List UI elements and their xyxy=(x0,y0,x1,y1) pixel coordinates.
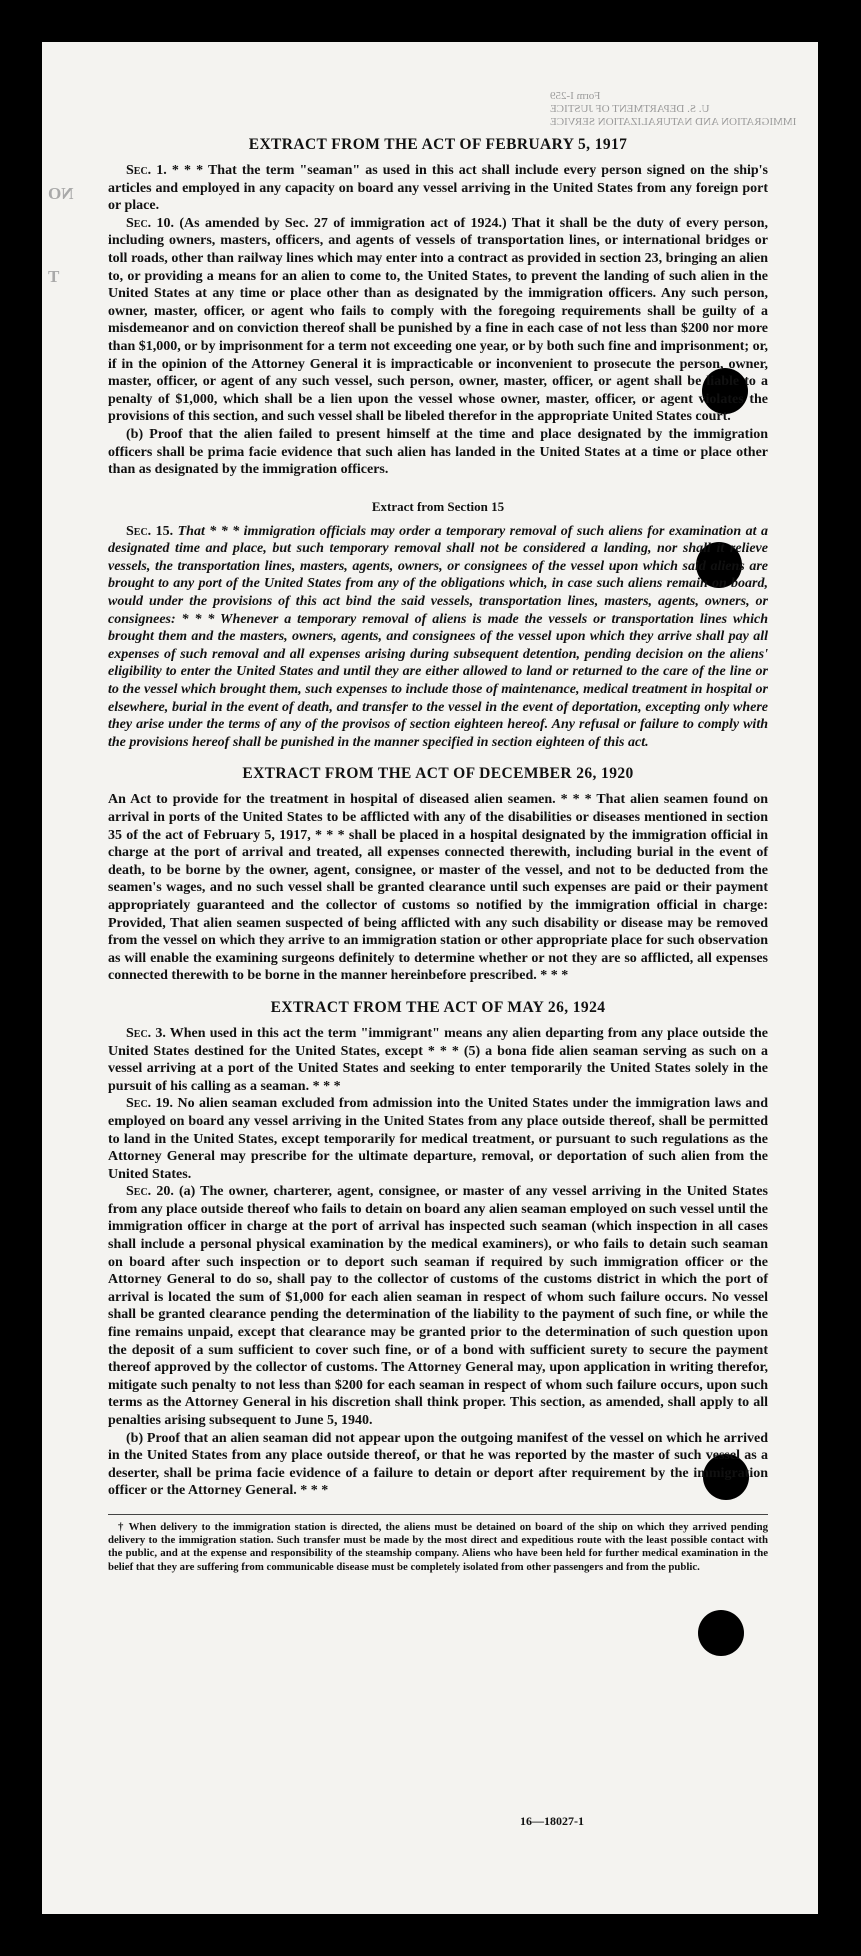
paragraph: Sec. 19. No alien seaman excluded from admission into the United States under the immigration laws and employed on board any vessel arriving in the United States from any place outside thereof, shall be permitted to land in the United States, except temporarily for medical treatment, or pursuant to such regulations as the Attorney General may prescribe for the ultimate departure, removal, or deportation of such alien from the United States. xyxy=(108,1096,768,1182)
footnote: † When delivery to the immigration station is directed, the aliens must be detained on board of the ship on which they arrived pending delivery to the immigration station. Such transfer must be made by the most direct and expeditious route with the least possible contact with the public, and at the expense and responsibility of the steamship company. Aliens who have been held for further medical examination in the belief that they are suffering from communicable disease must be completely isolated from other passengers and from the public. xyxy=(108,1514,768,1574)
paragraph: An Act to provide for the treatment in hospital of diseased alien seamen. * * * That alien seamen found on arrival in ports of the United States to be afflicted with any of the disabilities or diseases mentioned in section 35 of the act of February 5, 1917, * * * shall be placed in a hospital designated by the immigration official in charge at the port of arrival and treated, all expenses connected therewith, including burial in the event of death, to be borne by the owner, agent, consignee, or master of the vessel, and not to be deducted from the seamen's wages, and no such vessel shall be granted clearance until such expenses are paid or their payment appropriately guaranteed and the collector of customs so notified by the immigration official in charge: Provided, That alien seamen suspected of being afflicted with any such disability or disease may be removed from the vessel on which they arrive to an immigration station or other appropriate place for such observation as will enable the examining surgeons definitely to determine whether or not they are so afflicted, all expenses connected therewith to be borne in the manner hereinbefore prescribed. * * * xyxy=(108,792,768,984)
section-title-1924: EXTRACT FROM THE ACT OF MAY 26, 1924 xyxy=(270,998,606,1016)
bleed-through-mark: T xyxy=(48,267,60,286)
paragraph: Sec. 20. (a) The owner, charterer, agent, consignee, or master of any vessel arriving in the United States from any place outside thereof who fails to detain on board any alien seaman employed on such vessel until the immigration officer in charge at the port of arrival has inspected such seaman (which inspection in all cases shall include a personal physical examination by the medical examiners), or who fails to detain such seaman on board after such inspection or to deport such seaman if required by such immigration officer or the Attorney General to do so, shall pay to the collector of customs of the customs district in which the port of arrival is located the sum of $1,000 for each alien seaman in respect of whom such failure occurs. No vessel shall be granted clearance pending the determination of the liability to the payment of such fine, or while the fine remains unpaid, except that clearance may be granted prior to the determination of such question upon the deposit of a sum sufficient to cover such fine, or of a bond with sufficient surety to secure the payment thereof approved by the collector of customs. The Attorney General may, upon application in writing therefor, mitigate such penalty to not less than $200 for each seaman in respect of whom such failure occurs, upon such terms as the Attorney General in his discretion shall think proper. This section, as amended, shall apply to all penalties arising subsequent to June 5, 1940. xyxy=(108,1184,769,1428)
bleed-through-mark: NO xyxy=(48,184,74,203)
department-name: U. S. DEPARTMENT OF JUSTICE xyxy=(549,103,710,115)
section-title-1920: EXTRACT FROM THE ACT OF DECEMBER 26, 1920 xyxy=(242,765,634,783)
section-title-1917: EXTRACT FROM THE ACT OF FEBRUARY 5, 1917 xyxy=(248,136,628,153)
paragraph: Sec. 15. That * * * immigration officials may order a temporary removal of such aliens for examination at a designated time and place, but such temporary removal shall not be considered a landing, nor shall it relieve vessels, the transportation lines, masters, agents, owners, or consignees of the vessel upon which said aliens are brought to any port of the United States from any of the obligations which, in case such aliens remain on board, would under the provisions of this act bind the said vessels, transportation lines, masters, agents, owners, or consignees: * * * Whenever a temporary removal of aliens is made the vessels or transportation lines which brought them and the masters, owners, agents, and consignees of the vessel upon which they arrive shall pay all expenses of such removal and all expenses arising during subsequent detention, pending decision on the aliens' eligibility to enter the United States and until they are either allowed to land or returned to the care of the line or to the vessel which brought them, such expenses to include those of maintenance, medical treatment in hospital or elsewhere, burial in the event of death, and transfer to the vessel in the event of deportation, excepting only where they arise under the terms of any of the provisos of section eighteen hereof. Any refusal or failure to comply with the provisions hereof shall be punished in the manner specified in section eighteen of this act. xyxy=(108,523,768,750)
paragraph: Sec. 3. When used in this act the term "immigrant" means any alien departing from any place outside the United States destined for the United States, except * * * (5) a bona fide alien seaman serving as such on a vessel arriving at a port of the United States and seeking to enter temporarily the United States solely in the pursuit of his calling as a seaman. * * * xyxy=(108,1025,768,1094)
paragraph: Sec. 1. * * * That the term "seaman" as used in this act shall include every person signed on the ship's articles and employed in any capacity on board any vessel arriving in the United States from any foreign port or place. xyxy=(108,163,768,214)
document-body xyxy=(108,136,768,1574)
punch-hole xyxy=(698,1610,744,1656)
paragraph: (b) Proof that an alien seaman did not appear upon the outgoing manifest of the vessel on which he arrived in the United States from any place outside thereof, or that he was reported by the master of such vessel as a deserter, shall be prima facie evidence of a failure to detain or deport after requirement by the immigration officer or the Attorney General. * * * xyxy=(108,1430,768,1499)
paragraph: Sec. 10. (As amended by Sec. 27 of immigration act of 1924.) That it shall be the duty of every person, including owners, masters, officers, and agents of vessels of transportation lines, or international bridges or toll roads, other than railway lines which may enter into a contract as provided in section 23, bringing an alien to, or providing a means for an alien to come to, the United States, to prevent the landing of such alien in the United States at any time or place other than as designated by the immigration officers. Any such person, owner, master, officer, or agent who fails to comply with the foregoing requirements shall be guilty of a misdemeanor and on conviction thereof shall be punished by a fine in each case of not less than $200 nor more than $1,000, or by imprisonment for a term not exceeding one year, or by both such fine and imprisonment; or, if in the opinion of the Attorney General it is impracticable or inconvenient to prosecute the person, owner, master, officer, or agent of any such vessel, such person, owner, master, officer, or agent shall be liable to a penalty of $1,000, which shall be a lien upon the vessel whose owner, master, officer, or agent violates the provisions of this section, and such vessel shall be libeled therefor in the appropriate United States court. xyxy=(108,215,768,425)
service-name: IMMIGRATION AND NATURALIZATION SERVICE xyxy=(549,116,796,128)
bleed-through-header xyxy=(550,90,796,129)
print-code: 16—18027-1 xyxy=(520,1814,584,1828)
paragraph: (b) Proof that the alien failed to present himself at the time and place designated by the immigration officers shall be prima facie evidence that such alien has landed in the United States at a time or place other than as designated by the immigration officers. xyxy=(108,426,768,478)
document-page xyxy=(42,42,818,1914)
form-number: Form I-259 xyxy=(549,90,601,102)
section-title-15: Extract from Section 15 xyxy=(371,498,505,514)
